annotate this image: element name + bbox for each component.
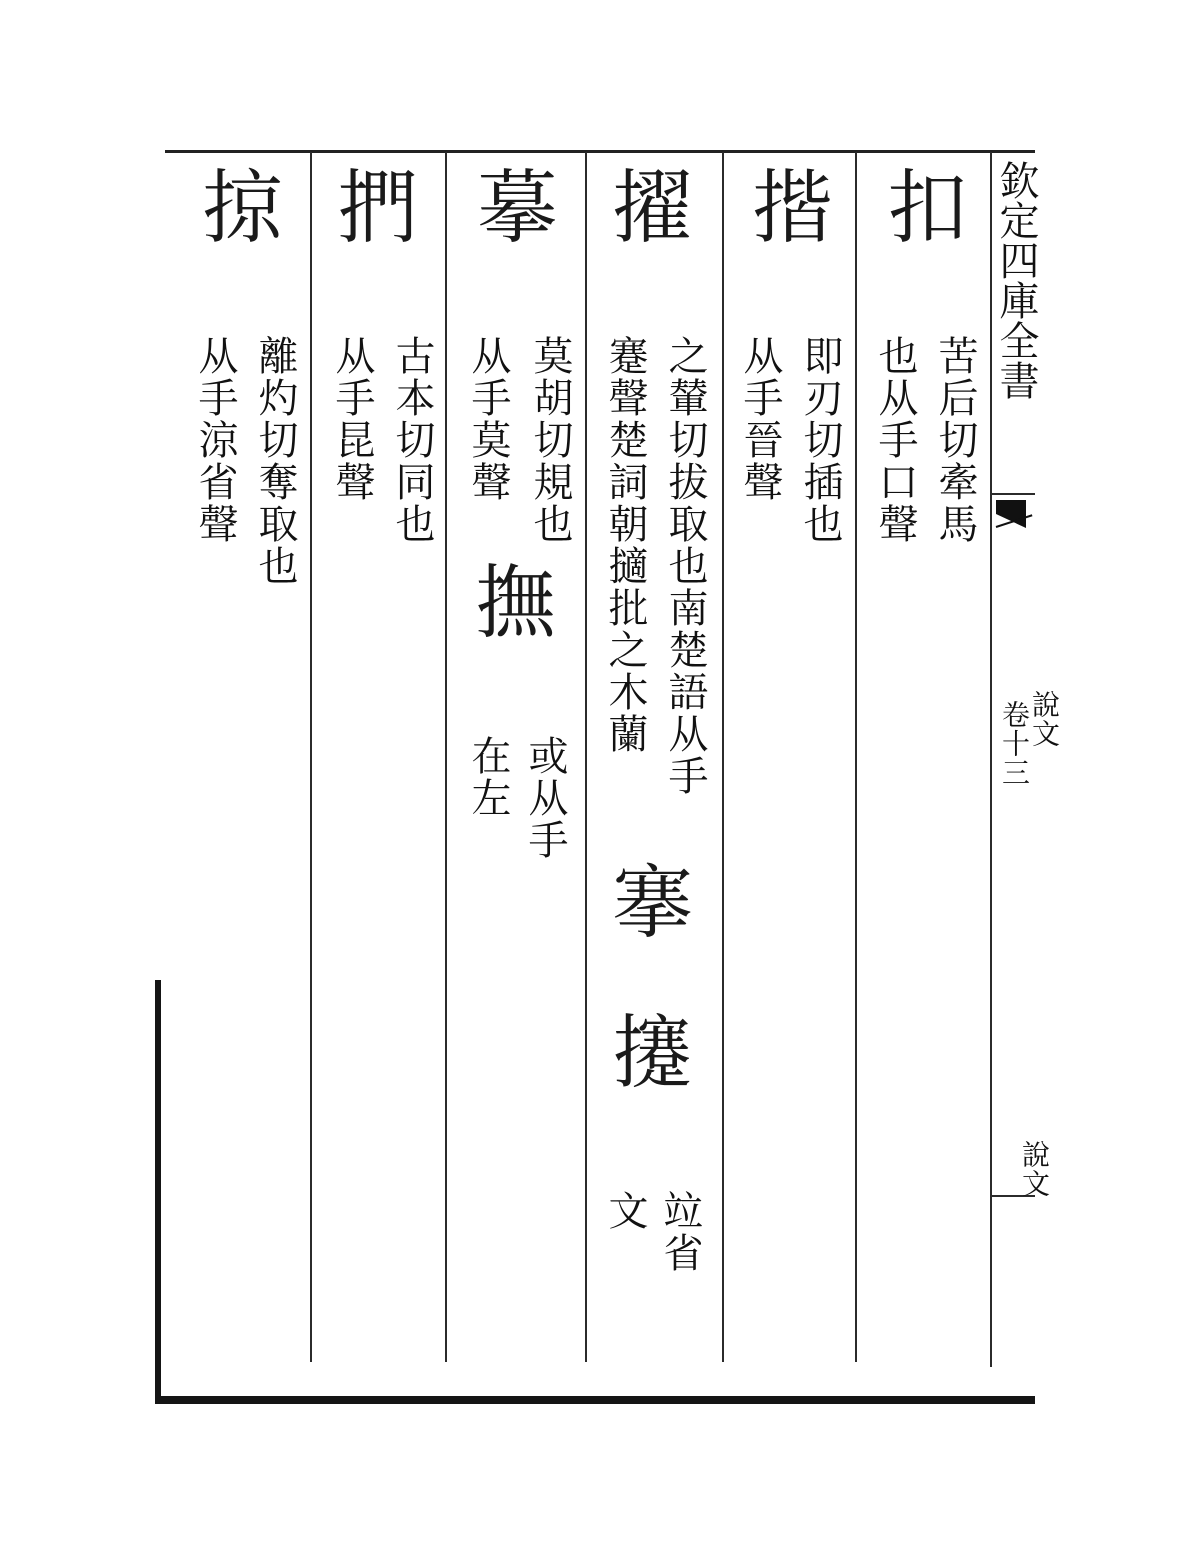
seal-heading: 掠 — [189, 165, 282, 251]
margin-rule — [990, 152, 992, 1367]
seal-heading: 擢 — [599, 165, 692, 251]
frame-left-rule — [155, 980, 161, 1404]
book-title: 欽定四庫全書 — [993, 160, 1039, 400]
seal-variant: 搴 — [599, 860, 692, 946]
seal-heading: 揩 — [739, 165, 832, 251]
column-rule — [445, 152, 447, 1362]
variant-note-right: 竝省 — [657, 1190, 703, 1274]
gloss-left: 蹇聲楚詞朝擿批之木蘭 — [602, 335, 648, 755]
variant-note-left: 在左 — [465, 735, 511, 819]
seal-heading: 扣 — [874, 165, 967, 251]
seal-heading: 捫 — [324, 165, 417, 251]
column-rule — [855, 152, 857, 1362]
frame-bottom-rule — [155, 1396, 1035, 1404]
gloss-left: 从手莫聲 — [465, 335, 511, 503]
gloss-left: 从手昆聲 — [329, 335, 375, 503]
seal-variant: 攓 — [599, 1010, 692, 1096]
seal-heading: 摹 — [464, 165, 557, 251]
margin-top-note: 說文 — [1028, 690, 1061, 748]
column-rule — [585, 152, 587, 1362]
column-rule — [722, 152, 724, 1362]
gloss-right: 即刃切插也 — [797, 335, 843, 545]
seal-variant: 撫 — [462, 560, 555, 646]
variant-note-left: 文 — [602, 1190, 648, 1232]
gloss-left: 从手涼省聲 — [192, 335, 238, 545]
gloss-left: 也从手口聲 — [872, 335, 918, 545]
variant-note-right: 或从手 — [522, 735, 568, 861]
gloss-right: 之輦切拔取也南楚語从手 — [662, 335, 708, 797]
gloss-left: 从手晉聲 — [737, 335, 783, 503]
volume-label: 卷十三 — [998, 700, 1031, 787]
margin-bottom-note: 說文 — [1018, 1140, 1051, 1198]
gloss-right: 離灼切奪取也 — [252, 335, 298, 587]
column-rule — [310, 152, 312, 1362]
gloss-right: 古本切同也 — [389, 335, 435, 545]
gloss-right: 莫胡切規也 — [527, 335, 573, 545]
margin-separator — [990, 493, 1035, 495]
frame-top-rule — [165, 150, 1035, 153]
gloss-right: 苦后切牽馬 — [932, 335, 978, 545]
